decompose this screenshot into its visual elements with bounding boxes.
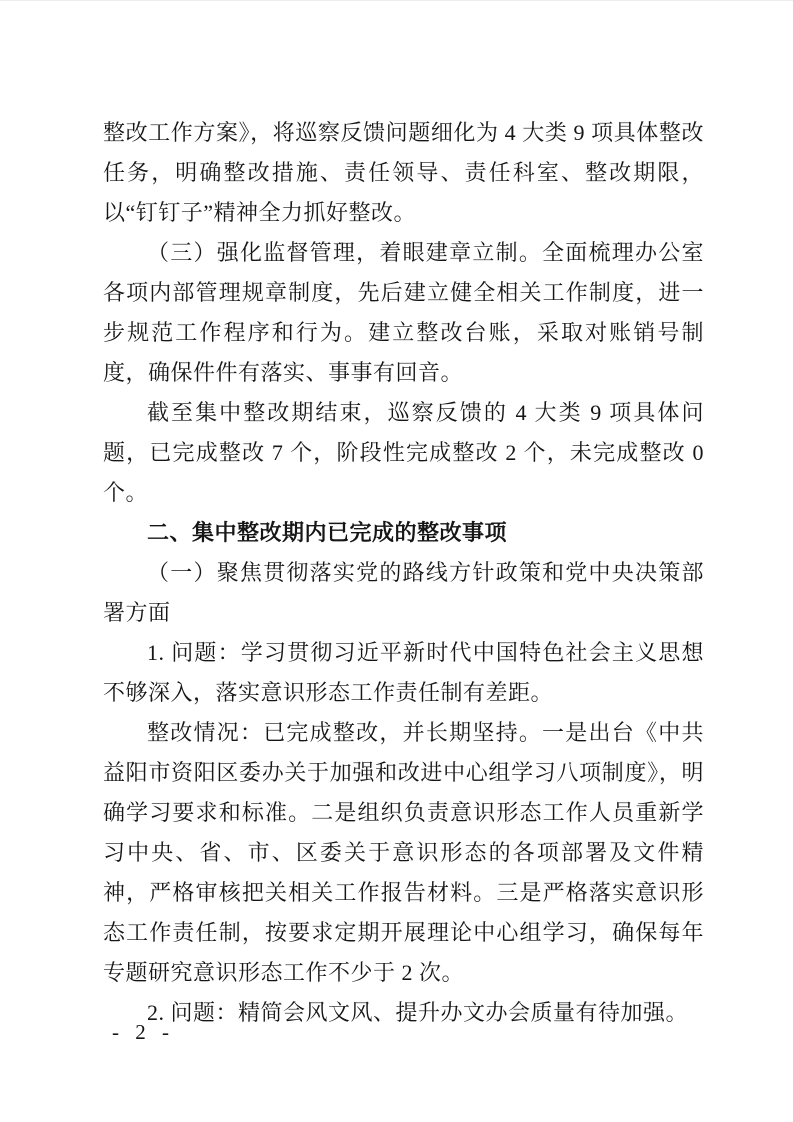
body-paragraph-section-3: （三）强化监督管理，着眼建章立制。全面梳理办公室各项内部管理规章制度，先后建立健全相关工作制度，进一步规范工作程序和行为。建立整改台账，采取对账销号制度，确保件件有落实、事事有回音。 [103, 240, 704, 385]
document-body [103, 113, 704, 1033]
subsection-heading-1: （一）聚焦贯彻落实党的路线方针政策和党中央决策部署方面 [103, 560, 704, 625]
body-paragraph-rectification-1: 整改情况：已完成整改，并长期坚持。一是出台《中共益阳市资阳区委办关于加强和改进中心组学习八项制度》，明确学习要求和标准。二是组织负责意识形态工作人员重新学习中央、省、市、区委关于意识形态的各项部署及文件精神，严格审核把关相关工作报告材料。三是严格落实意识形态工作责任制，按要求定期开展理论中心组学习，确保每年专题研究意识形态工作不少于 2 次。 [103, 720, 704, 985]
body-paragraph-summary: 截至集中整改期结束，巡察反馈的 4 大类 9 项具体问题，已完成整改 7 个，阶段性完成整改 2 个，未完成整改 0 个。 [103, 400, 704, 505]
body-paragraph-problem-2: 2. 问题：精简会风文风、提升办文办会质量有待加强。 [147, 1000, 689, 1025]
body-paragraph-continuation: 整改工作方案》，将巡察反馈问题细化为 4 大类 9 项具体整改任务，明确整改措施、责任领导、责任科室、整改期限，以“钉钉子”精神全力抓好整改。 [103, 120, 704, 225]
section-heading-2: 二、集中整改期内已完成的整改事项 [147, 520, 508, 545]
body-paragraph-problem-1: 1. 问题：学习贯彻习近平新时代中国特色社会主义思想不够深入，落实意识形态工作责任制有差距。 [103, 640, 704, 705]
page-number: - 2 - [112, 1020, 172, 1044]
